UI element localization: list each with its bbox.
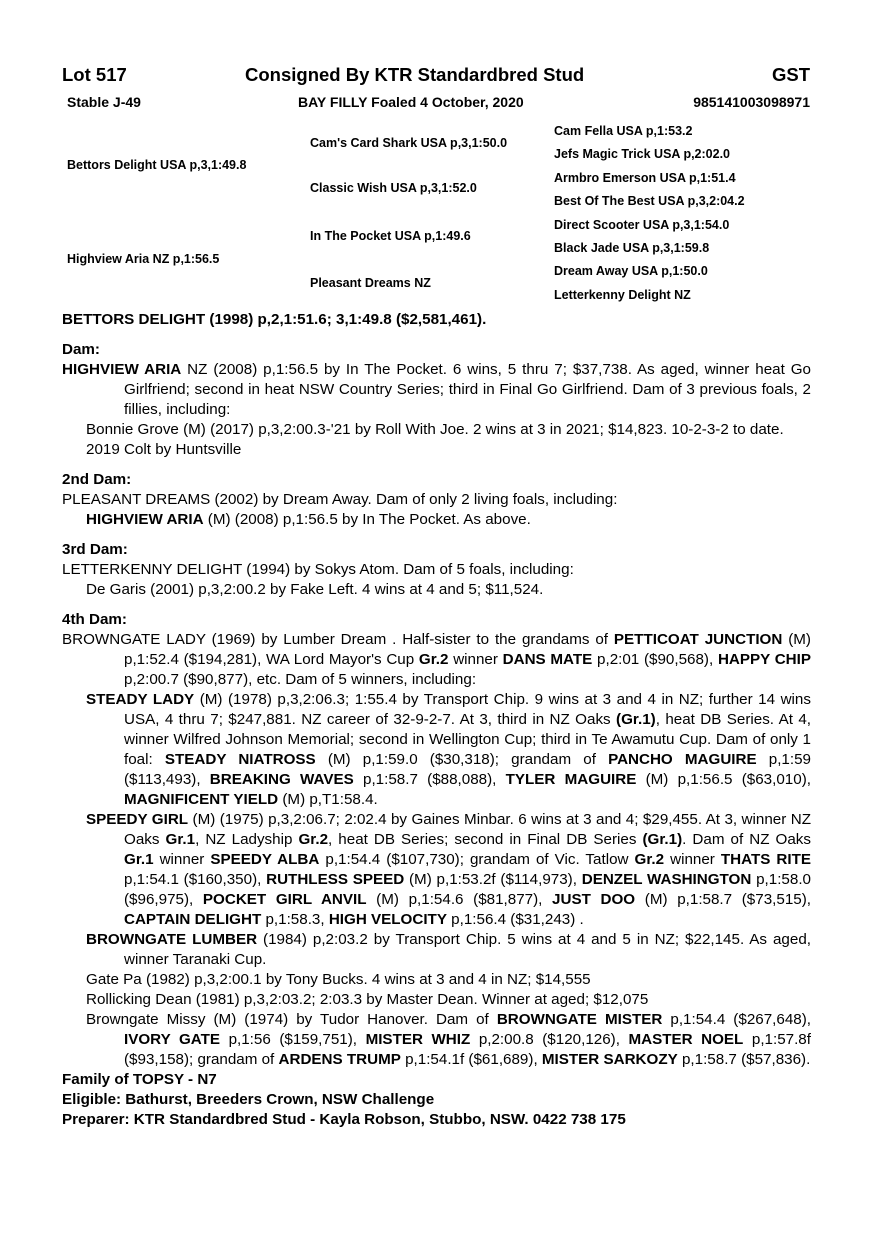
dam-heading: Dam:	[62, 341, 100, 358]
pedigree-g3-3: Armbro Emerson USA p,1:51.4	[554, 171, 736, 185]
pedigree-dam: Highview Aria NZ p,1:56.5	[67, 252, 220, 266]
dam-progeny-2: 2019 Colt by Huntsville	[86, 441, 242, 458]
dam2-progeny: HIGHVIEW ARIA (M) (2008) p,1:56.5 by In The Pocket. As above.	[86, 511, 531, 528]
dam2-paragraph: PLEASANT DREAMS (2002) by Dream Away. Dam of only 2 living foals, including:	[62, 491, 618, 508]
microchip: 985141003098971	[693, 94, 810, 110]
dam3-heading: 3rd Dam:	[62, 541, 128, 558]
eligible-line: Eligible: Bathurst, Breeders Crown, NSW Challenge	[62, 1091, 435, 1108]
progeny-browngate-lumber: BROWNGATE LUMBER (1984) p,2:03.2 by Transport Chip. 5 wins at 4 and 5 in NZ; $22,145. As aged, winner Taranaki Cup.	[86, 931, 811, 968]
pedigree-g3-1: Cam Fella USA p,1:53.2	[554, 124, 693, 138]
progeny-rollicking-dean: Rollicking Dean (1981) p,3,2:03.2; 2:03.3 by Master Dean. Winner at aged; $12,075	[86, 991, 649, 1008]
dam3-paragraph: LETTERKENNY DELIGHT (1994) by Sokys Atom. Dam of 5 foals, including:	[62, 561, 574, 578]
stable: Stable J-49	[67, 94, 141, 110]
pedigree-dam-sire: In The Pocket USA p,1:49.6	[310, 229, 471, 243]
pedigree-g3-2: Jefs Magic Trick USA p,2:02.0	[554, 147, 731, 161]
dam-progeny-1: Bonnie Grove (M) (2017) p,3,2:00.3-'21 by Roll With Joe. 2 wins at 3 in 2021; $14,823. 10-2-3-2 to date.	[86, 421, 784, 438]
preparer-line: Preparer: KTR Standardbred Stud - Kayla Robson, Stubbo, NSW. 0422 738 175	[62, 1111, 626, 1128]
pedigree-sire: Bettors Delight USA p,3,1:49.8	[67, 158, 247, 172]
pedigree-g3-7: Dream Away USA p,1:50.0	[554, 264, 708, 278]
pedigree-g3-5: Direct Scooter USA p,3,1:54.0	[554, 218, 730, 232]
family-line: Family of TOPSY - N7	[62, 1071, 217, 1088]
progeny-gate-pa: Gate Pa (1982) p,3,2:00.1 by Tony Bucks. 4 wins at 3 and 4 in NZ; $14,555	[86, 971, 591, 988]
catalogue-body	[62, 310, 811, 1130]
pedigree-sire-dam: Classic Wish USA p,3,1:52.0	[310, 181, 477, 195]
consignor: Consigned By KTR Standardbred Stud	[245, 64, 585, 85]
tag: GST	[771, 64, 810, 85]
dam-name: HIGHVIEW ARIA	[62, 361, 182, 378]
progeny-speedy-girl: SPEEDY GIRL (M) (1975) p,3,2:06.7; 2:02.4 by Gaines Minbar. 6 wins at 3 and 4; $29,455. At 3, winner NZ Oaks Gr.1, NZ Ladyship Gr.2, heat DB Series; second in Final DB Series (Gr.1). Dam of NZ Oaks Gr.1 winner SPEEDY ALBA p,1:54.4 ($107,730); grandam of Vic. Tatlow Gr.2 winner THATS RITE p,1:54.1 ($160,350), RUTHLESS SPEED (M) p,1:53.2f ($114,973), DENZEL WASHINGTON p,1:58.0 ($96,975), POCKET GIRL ANVIL (M) p,1:54.6 ($81,877), JUST DOO (M) p,1:58.7 ($73,515), CAPTAIN DELIGHT p,1:58.3, HIGH VELOCITY p,1:56.4 ($31,243) .	[86, 811, 811, 928]
progeny-browngate-missy: Browngate Missy (M) (1974) by Tudor Hanover. Dam of BROWNGATE MISTER p,1:54.4 ($267,648), IVORY GATE p,1:56 ($159,751), MISTER WHIZ p,2:00.8 ($120,126), MASTER NOEL p,1:57.8f ($93,158); grandam of ARDENS TRUMP p,1:54.1f ($61,689), MISTER SARKOZY p,1:58.7 ($57,836).	[86, 1011, 811, 1068]
dam3-progeny: De Garis (2001) p,3,2:00.2 by Fake Left. 4 wins at 4 and 5; $11,524.	[86, 581, 544, 598]
dam2-heading: 2nd Dam:	[62, 471, 132, 488]
dam4-paragraph: BROWNGATE LADY (1969) by Lumber Dream . Half-sister to the grandams of PETTICOAT JUNCTION (M) p,1:52.4 ($194,281), WA Lord Mayor's Cup Gr.2 winner DANS MATE p,2:01 ($90,568), HAPPY CHIP p,2:00.7 ($90,877), etc. Dam of 5 winners, including:	[62, 631, 811, 688]
dam4-heading: 4th Dam:	[62, 611, 127, 628]
sire-summary: BETTORS DELIGHT (1998) p,2,1:51.6; 3,1:49.8 ($2,581,461).	[62, 311, 487, 328]
progeny-steady-lady: STEADY LADY (M) (1978) p,3,2:06.3; 1:55.4 by Transport Chip. 9 wins at 3 and 4 in NZ; further 14 wins USA, 4 thru 7; $247,881. NZ career of 32-9-2-7. At 3, third in NZ Oaks (Gr.1), heat DB Series. At 4, winner Wilfred Johnson Memorial; second in Wellington Cup; third in Te Awamutu Cup. Dam of only 1 foal: STEADY NIATROSS (M) p,1:59.0 ($30,318); grandam of PANCHO MAGUIRE p,1:59 ($113,493), BREAKING WAVES p,1:58.7 ($88,088), TYLER MAGUIRE (M) p,1:56.5 ($63,010), MAGNIFICENT YIELD (M) p,T1:58.4.	[86, 691, 811, 808]
pedigree-g3-8: Letterkenny Delight NZ	[554, 288, 691, 302]
pedigree-g3-6: Black Jade USA p,3,1:59.8	[554, 241, 710, 255]
pedigree-g3-4: Best Of The Best USA p,3,2:04.2	[554, 194, 745, 208]
lot-number: Lot 517	[62, 64, 127, 85]
pedigree-dam-dam: Pleasant Dreams NZ	[310, 276, 431, 290]
description: BAY FILLY Foaled 4 October, 2020	[298, 94, 524, 110]
dam-paragraph: HIGHVIEW ARIA NZ (2008) p,1:56.5 by In The Pocket. 6 wins, 5 thru 7; $37,738. As aged, winner heat Go Girlfriend; second in heat NSW Country Series; third in Final Go Girlfriend. Dam of 3 previous foals, 2 fillies, including:	[62, 361, 811, 418]
pedigree-sire-sire: Cam's Card Shark USA p,3,1:50.0	[310, 136, 508, 150]
